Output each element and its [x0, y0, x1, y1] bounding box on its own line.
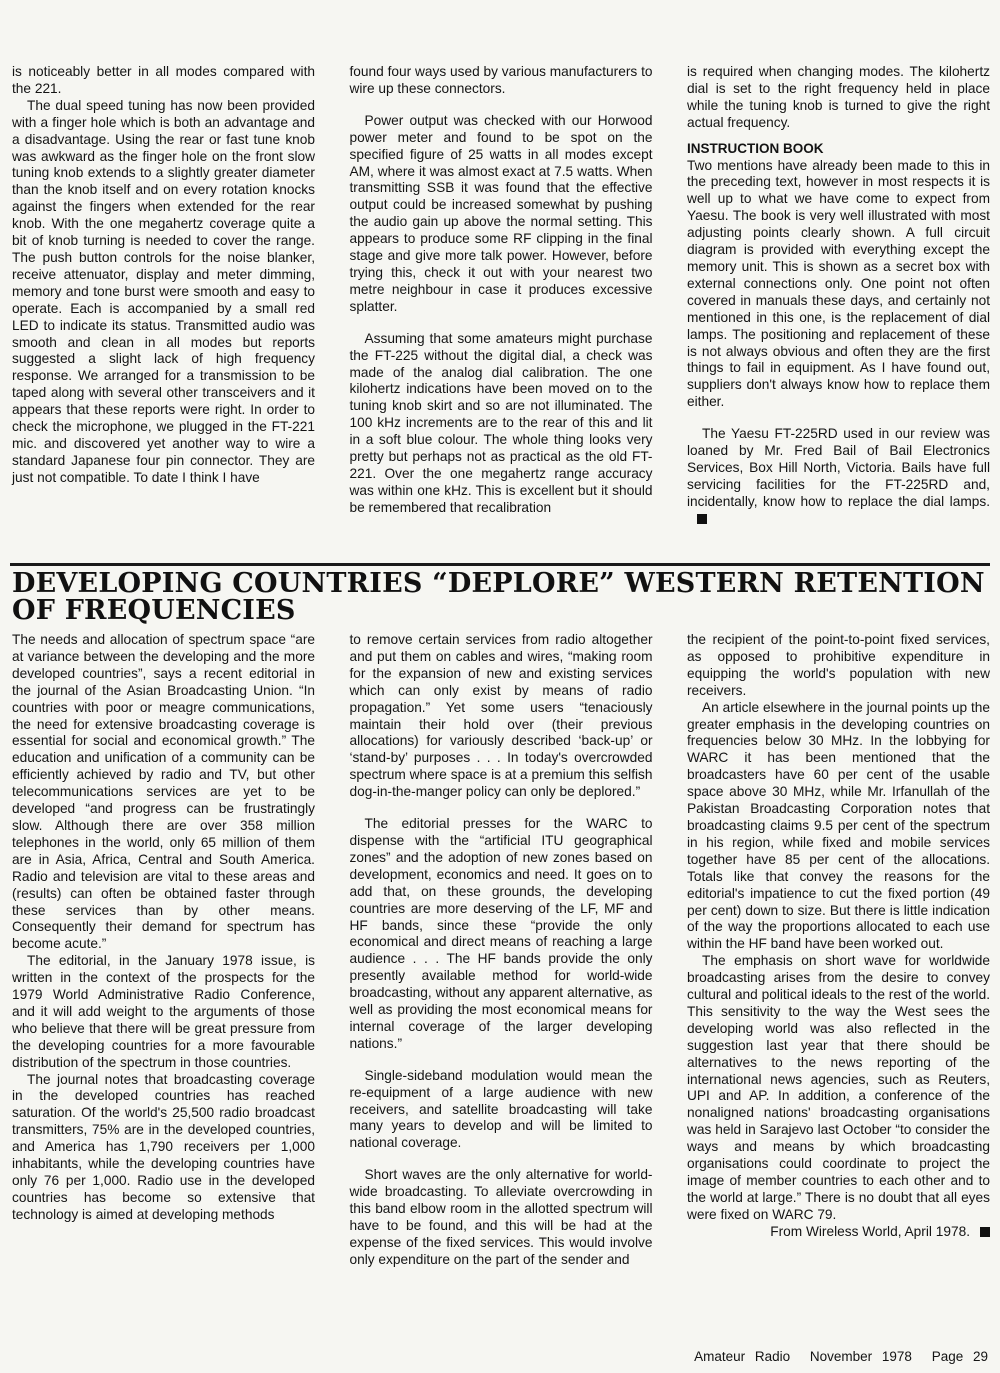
section-divider: [10, 563, 990, 566]
section-heading: INSTRUCTION BOOK: [687, 140, 824, 156]
paragraph: [687, 426, 990, 527]
paragraph: The editorial presses for the WARC to dispense with the “artificial ITU geographical zones” and the adoption of new zones based on development, economics and need. It goes on to add that, on these grounds, the developing countries are more deserving of the LF, MF and HF bands, since these “provide the only economical and direct means of reaching a large audience . . . The HF bands provide the only presently available method for world-wide broadcasting, without any apparent alternative, as well as providing the most economical means for internal coverage of the larger developing nations.”: [349, 816, 653, 1051]
paragraph: Single-sideband modulation would mean the re-equipment of a large audience with new receivers, and satellite broadcasting will take many years to develop and will be limited to national coverage.: [349, 1067, 653, 1151]
article-column-3: [687, 632, 990, 1269]
paragraph: Two mentions have already been made to this in the preceding text, however in most respects it is well up to what we have come to expect from Yaesu. The book is very well illustrated with most adjusting points clearly shown. A full circuit diagram is provided with everything except the memory unit. This is shown as a secret box with external connections only. One point not often covered in manuals these days, and certainly not mentioned in this one, is the replacement of dial lamps. The positioning and replacement of these is not always obvious and often they are the first things to fail in equipment. As I have found out, suppliers don't always know how to replace them either.: [687, 157, 990, 410]
review-column-3: [687, 64, 990, 528]
end-mark-icon: [980, 1227, 990, 1237]
article-column-1: [12, 632, 315, 1269]
end-mark-icon: [697, 514, 707, 524]
paragraph: Power output was checked with our Horwood power meter and found to be spot on the specified figure of 25 watts in all modes except AM, where it was almost exact at 7.5 watts. When transmitting SSB it was found that the effective output could be increased somewhat by pushing the audio gain up above the normal setting. This appears to produce some RF clipping in the final stage and give more talk power. However, before trying this, check it out with your nearest two metre neighbour in case it produces excessive splatter.: [349, 112, 653, 314]
review-continuation: [12, 64, 990, 528]
paragraph: to remove certain services from radio altogether and put them on cables and wires, “making room for the expansion of new and existing services which can only exist by means of radio propagation.” Yet some users “tenaciously maintain their hold over (their previous allocations) for variously described ‘back-up’ or ‘stand-by’ purposes . . . In today's overcrowded spectrum where space is at a premium this selfish dog-in-the-manger policy can only be deplored.”: [349, 632, 653, 800]
paragraph: Assuming that some amateurs might purchase the FT-225 without the digital dial, a check was made of the analog dial calibration. The one kilohertz indications have been moved on to the tuning knob skirt and so are not illuminated. The 100 kHz increments are to the rear of this and lit in a soft blue colour. The whole thing looks very pretty but perhaps not as practical as the old FT-221. Over the one megahertz range accuracy was within one kHz. This is excellent but it should be remembered that recalibration: [349, 330, 653, 515]
paragraph: Short waves are the only alternative for world-wide broadcasting. To alleviate overcrowding in this band elbow room in the allotted spectrum will have to be found, and this will be had at the expense of the fixed services. This would involve only expenditure on the part of the sender and: [349, 1167, 653, 1267]
paragraph: The emphasis on short wave for worldwide broadcasting arises from the desire to convey cultural and political ideals to the rest of the world. This sensitivity to the way the West sees the developing world was also reflected in the suggestion last year that there should be alternatives to the news reporting of the international news agencies, such as Reuters, UPI and AP. In addition, a conference of the nonaligned nations' broadcasting organisations was held in Sarajevo last October “to consider the ways and means by which broadcasting organisations could coordinate to project the image of member countries to each other and to the world at large.” There is no doubt that all eyes were fixed on WARC 79.: [687, 953, 990, 1222]
source-credit: [687, 1224, 990, 1241]
page-number: Page 29: [931, 1349, 988, 1364]
article-headline: DEVELOPING COUNTRIES “DEPLORE” WESTERN RETENTION OF FREQUENCIES: [12, 568, 985, 626]
source-text: From Wireless World, April 1978.: [770, 1223, 970, 1239]
review-column-2: [350, 64, 653, 528]
publication-name: Amateur Radio: [694, 1349, 791, 1364]
review-column-1: [12, 64, 315, 528]
paragraph: The needs and allocation of spectrum space “are at variance between the developing and the more developed countries”, says a recent editorial in the journal of the Asian Broadcasting Union. “In countries with poor or meagre communications, the need for extensive broadcasting coverage is essential for social and economical growth.” The education and unification of a community can be efficiently achieved by radio and TV, but other telecommunications services are yet to be developed “and progress can be frustratingly slow. Although there are over 358 million telephones in the world, only 65 million of them are in Asia, Africa, Central and South America. Radio and television are vital to these areas and (results) can often be obtained faster through these services than by other means. Consequently their demand for spectrum has become acute.”: [12, 632, 315, 952]
page-footer: [684, 1349, 988, 1364]
paragraph: found four ways used by various manufacturers to wire up these connectors.: [349, 64, 653, 96]
paragraph: is required when changing modes. The kilohertz dial is set to the right frequency held in place while the tuning knob is turned to give the right actual frequency.: [687, 64, 990, 130]
paragraph: the recipient of the point-to-point fixed services, as opposed to prohibitive expenditure in equipping the world's population with new receivers.: [687, 632, 990, 698]
paragraph: is noticeably better in all modes compared with the 221.: [12, 64, 315, 96]
paragraph: The journal notes that broadcasting coverage in the developed countries has reached saturation. Of the world's 25,500 radio broadcast transmitters, 75% are in the developed countries, and America has 1,790 receivers per 1,000 inhabitants, while the developing countries have only 76 per 1,000. Radio use in the developed countries has become so extensive that technology is aimed at developing methods: [12, 1071, 315, 1222]
paragraph: The editorial, in the January 1978 issue, is written in the context of the prospects for the 1979 World Administrative Radio Conference, and it will add weight to the arguments of those who believe that there will be great pressure from the developing countries for a more favourable distribution of the spectrum in those countries.: [12, 953, 315, 1070]
article-column-2: [350, 632, 653, 1269]
article-body: [12, 632, 990, 1269]
paragraph: An article elsewhere in the journal points up the greater emphasis in the developing countries on frequencies below 30 MHz. In the lobbying for WARC it has been mentioned that the broadcasters have 60 per cent of the usable space above 30 MHz, while Mr. Irfanullah of the Pakistan Broadcasting Corporation notes that broadcasting claims 9.5 per cent of the spectrum in his region, while fixed and mobile services together have 85 per cent of the allocations. Totals like that convey the reasons for the editorial's impatience to cut the fixed portion (49 per cent) down to size. But there is little indication of the way the proportions allocated to each use within the HF band have been worked out.: [687, 699, 990, 952]
issue-date: November 1978: [809, 1349, 912, 1364]
paragraph: The dual speed tuning has now been provided with a finger hole which is both an advantage and a disadvantage. Using the rear or fast tune knob was awkward as the finger hole on the front slow tuning knob extends to a slightly greater diameter than the knob itself and on every rotation knocks against the fingers when extended for the rear knob. With the one megahertz coverage quite a bit of knob turning is needed to cover the range. The push button controls for the noise blanker, receive attenuator, display and meter dimming, memory and tone burst were smooth and easy to operate. Each is accompanied by a small red LED to indicate its status. Transmitted audio was smooth and clean in all modes but reports suggested a slight lack of high frequency response. We arranged for a transmission to be taped along with several other transceivers and it appears that these reports were right. In order to check the microphone, we plugged in the FT-221 mic. and discovered yet another way to wire a standard Japanese four pin connector. They are just not compatible. To date I think I have: [12, 97, 315, 485]
paragraph-text: The Yaesu FT-225RD used in our review was loaned by Mr. Fred Bail of Bail Electronics Services, Box Hill North, Victoria. Bails have full servicing facilities for the FT-225RD and, incidentally, know how to replace the dial lamps.: [687, 426, 990, 509]
